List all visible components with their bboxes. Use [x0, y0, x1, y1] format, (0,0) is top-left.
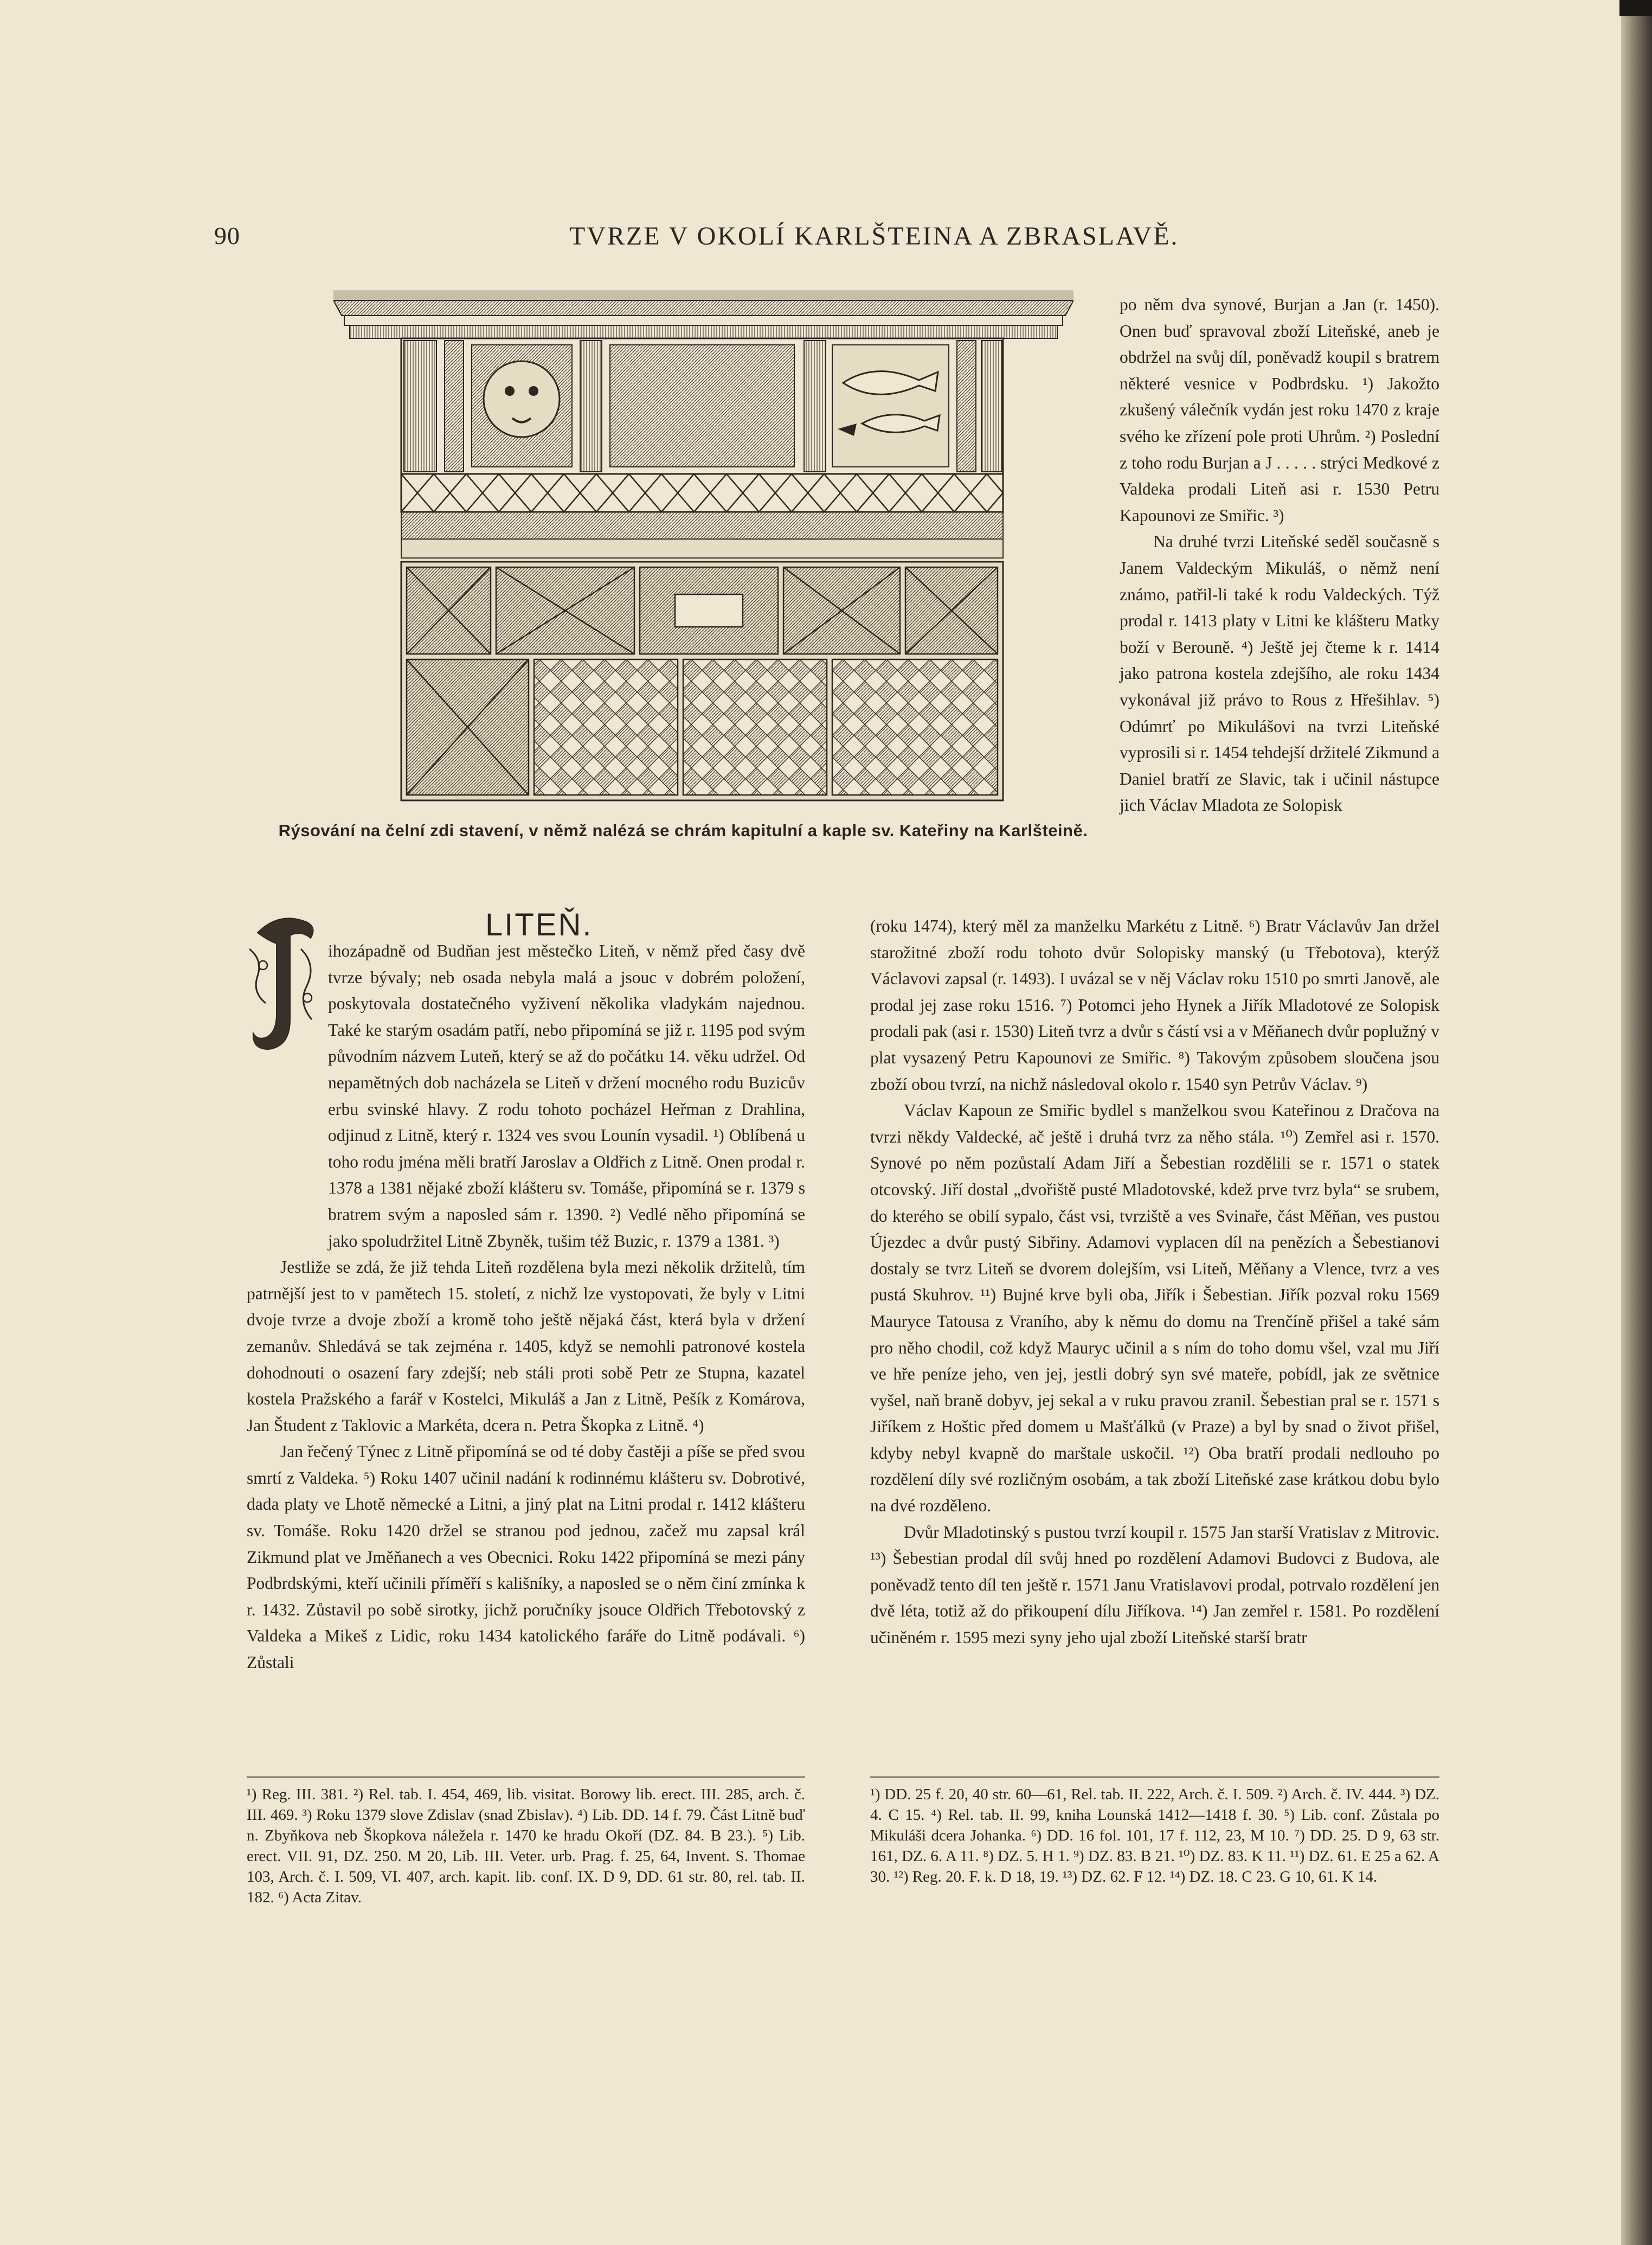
frieze [401, 338, 1003, 474]
paragraph: Na druhé tvrzi Liteňské seděl současně s Janem Valdeckým Mikuláš, o němž není známo, patřil-li také k rodu Valdeckých. Týž prodal r. 1413 platy v Litni ke klášteru Matky boží v Berouně. ⁴) Ještě jej čteme k r. 1414 jako patrona kostela zdejšího, ale roku 1434 vykonával již právo to Rous z Hřešihlav. ⁵) Odúmrť po Mikulášovi na tvrzi Liteňské vyprosili si r. 1454 tehdejší držitelé Zikmund a Daniel bratří ze Slavic, tak i učinil nástupce jich Václav Mladota ze Solopisk [1120, 532, 1439, 815]
footnote-rule [870, 1776, 1439, 1778]
paragraph: ihozápadně od Budňan jest městečko Liteň, v němž před časy dvě tvrze bývaly; neb osada nebyla malá a jsouc v dobrém položení, poskytovala dostatečného vyživení několika vladykám najednou. Také ke starým osadám patří, nebo připomíná se již r. 1195 pod svým původním názvem Luteň, který se až do počátku 14. věku udržel. Od nepamětných dob nacházela se Liteň v držení mocného rodu Buzicův erbu svinské hlavy. Z rodu tohoto pocházel Heřman z Drahlina, odjinud z Litně, který r. 1324 ves svou Lounín vysadil. ¹) Oblíbená u toho rodu jména měli bratří Jaroslav a Oldřich z Litně. Onen prodal r. 1378 a 1381 nějaké zboží klášteru sv. Tomáše, připomíná se r. 1379 s bratrem svým a naposled sám r. 1390. ²) Vedlé něho připomíná se jako spoludržitel Litně Zbyněk, tušim též Buzic, r. 1379 a 1381. ³) [328, 941, 805, 1250]
right-column-top [1120, 292, 1439, 819]
paragraph: Dvůr Mladotinský s pustou tvrzí koupil r. 1575 Jan starší Vratislav z Mitrovic. ¹³) Šebestian prodal díl svůj hned po rozdělení Adamovi Budovci z Budova, ale poněvadž tento díl ten ještě r. 1571 Janu Vratislavovi prodal, potrvalo rozdělení jen dvě léta, totiž až do přikoupení dílu Jiříkova. ¹⁴) Jan zemřel r. 1581. Po rozdělení učiněném r. 1595 mezi syny jeho ujal zboží Liteňské starší bratr [870, 1522, 1439, 1647]
page-corner [1619, 0, 1652, 16]
page-header [214, 221, 1461, 259]
footnote-rule [247, 1776, 805, 1778]
figure-caption: Rýsování na čelní zdi stavení, v němž nalézá se chrám kapitulní a kaple sv. Kateřiny na Karlšteině. [278, 821, 1088, 840]
footnotes-right: ¹) DD. 25 f. 20, 40 str. 60—61, Rel. tab. II. 222, Arch. č. I. 509. ²) Arch. č. IV. 444. ³) DZ. 4. C 15. ⁴) Rel. tab. II. 99, kniha Lounská 1412—1418 f. 30. ⁵) Lib. conf. Zůstala po Mikuláši dcera Johanka. ⁶) DD. 16 fol. 101, 17 f. 112, 23, M 10. ⁷) DD. 25. D 9, 63 str. 161, DZ. 6. A 11. ⁸) DZ. 5. H 1. ⁹) DZ. 83. B 21. ¹⁰) DZ. 83. K 11. ¹¹) DZ. 61. E 25 a 62. A 30. ¹²) Reg. 20. F. k. D 18, 19. ¹³) DZ. 62. F 12. ¹⁴) DZ. 18. C 23. G 10, 61. K 14. [870, 1786, 1439, 1885]
footnotes-left: ¹) Reg. III. 381. ²) Rel. tab. I. 454, 469, lib. visitat. Borowy lib. erect. III. 285, arch. č. III. 469. ³) Roku 1379 slove Zdislav (snad Zbislav). ⁴) Lib. DD. 14 f. 79. Část Litně buď n. Zbyňkova neb Škopkova náležela r. 1470 ke hradu Okoří (DZ. 84. B 23.). ⁵) Lib. erect. VII. 91, DZ. 250. M 20, Lib. III. Veter. urb. Prag. f. 25, 64, Invent. S. Thomae 103, Arch. č. I. 509, VI. 407, arch. kapit. lib. conf. IX. D 9, DD. 61 str. 80, rel. tab. II. 182. ⁶) Acta Zitav. [247, 1786, 805, 1906]
paragraph: Jan řečený Týnec z Litně připomíná se od té doby častěji a píše se před svou smrtí z Valdeka. ⁵) Roku 1407 učinil nadání k rodinnému klášteru sv. Dobrotivé, dada platy ve Lhotě německé a Litni, a jiný plat na Litni prodal r. 1412 klášteru sv. Tomáše. Roku 1420 držel se stranou pod jednou, začež mu zapsal král Zikmund plat ve Jměňanech a ves Obecnici. Roku 1422 připomíná se mezi pány Podbrdskými, kteří učinili příměří s kališníky, a naposled se o něm činí zmínka k r. 1432. Zůstavil po sobě sirotky, jichž poručníky jsouce Oldřich Třebotovský z Valdeka a Mikeš z Lidic, roku 1434 katolického faráře do Litně podávali. ⁶) Zůstali [247, 1442, 805, 1672]
section-title: LITEŇ. [485, 907, 593, 942]
paragraph: po něm dva synové, Burjan a Jan (r. 1450). Onen buď spravoval zboží Liteňské, aneb je obdržel na svůj díl, poněvadž koupil s bratrem některé vesnice v Podbrdsku. ¹) Jakožto zkušený válečník vydán jest roku 1470 z kraje svého ke zřízení pole proti Uhrům. ²) Poslední z toho rodu Burjan a J . . . . . strýci Medkové z Valdeka prodali Liteň asi r. 1530 Petru Kapounovi ze Smiřic. ³) [1120, 295, 1439, 525]
zigzag-band [401, 474, 1003, 558]
paragraph: Václav Kapoun ze Smiřic bydlel s manželkou svou Kateřinou z Dračova na tvrzi někdy Valdecké, ač ještě i druhá tvrz za něho stála. ¹⁰) Zemřel asi r. 1570. Synové po něm pozůstalí Adam Jiří a Šebestian rozdělili se r. 1571 o statek otcovský. Jiří dostal „dvořiště pusté Mladotovské, kdež prve tvrz byla“ se srubem, do kterého se obilí sypalo, část vsi, tvrziště a ves Svinaře, část Měňan, ves pustou Újezdec a dvůr pustý Sibřiny. Adamovi vyplacen díl na penězích a Šebestianovi dostaly se tvrz Liteň se dvorem dolejším, vsi Liteň, Měňany a Vlence, tvrz a ves pustá Skuhrov. ¹¹) Bujné krve byli oba, Jiřík i Šebestian. Jiřík pozval roku 1569 Mauryce Tatousa z Vraního, aby k němu do domu na Trenčíně přišel a také sám pro něho chodil, což když Mauryc učinil a s ním do toho domu všel, vzal mu Jiří ve hře peníze jeho, ven jej, jestli dobrý syn své mateře, pobídl, jak ze světnice vyšel, naň braně dobyv, jej sekal a v ruku pravou zranil. Šebestian pral se r. 1571 s Jiříkem z Hoštic před domem u Mašťálků (v Praze) a byl by snad o život přišel, kdyby nebyl kvapně do marštale uskočil. ¹²) Oba bratří prodali nedlouho po rozdělení díly své rozličným osobám, a tak zboží Liteňské zase krátkou dobu bylo na dvé rozděleno. [870, 1101, 1439, 1516]
lower-panels [401, 562, 1003, 800]
cornice [333, 291, 1074, 338]
left-column [247, 938, 805, 1676]
ornament-illustration [333, 291, 1074, 803]
paragraph: (roku 1474), který měl za manželku Markétu z Litně. ⁶) Bratr Václavův Jan držel starožitné zboží rodu tohoto dvůr Solopisky manský (u Třebotova), kterýž Václavovi zapsal (r. 1493). I uvázal se v něj Václav roku 1510 po smrti Janově, ale prodal jej zase roku 1516. ⁷) Potomci jeho Hynek a Jiřík Mladotové ze Solopisk prodali pak (asi r. 1530) Liteň tvrz a dvůr s částí vsi a v Měňanech dvůr poplužný v plat vysazený Petru Kapounovi ze Smiřic. ⁸) Takovým způsobem sloučena jsou zboží obou tvrzí, na nichž následoval okolo r. 1540 syn Petrův Václav. ⁹) [870, 916, 1439, 1094]
paragraph: Jestliže se zdá, že již tehda Liteň rozdělena byla mezi několik držitelů, tím patrnější jest to v pamětech 15. století, z nichž lze vystopovati, že byly v Litni dvoje tvrze a dvoje zboží a kromě toho ještě nějaká část, která byla v držení zemanův. Shledává se tak zejména r. 1405, když se nemohli patronové kostela dohodnouti o osazení fary zdejší; neb stáli proti sobě Petr ze Stupna, kazatel kostela Pražského a farář v Kostelci, Mikuláš a Jan z Litně, Pešík z Komárova, Jan Študent z Taklovic a Markéta, dcera n. Petra Škopka z Litně. ⁴) [247, 1258, 805, 1435]
page-edge [1621, 0, 1652, 2245]
right-column-bottom [870, 913, 1439, 1651]
running-title: TVRZE V OKOLÍ KARLŠTEINA A ZBRASLAVĚ. [569, 222, 1179, 251]
page-number: 90 [214, 222, 240, 249]
